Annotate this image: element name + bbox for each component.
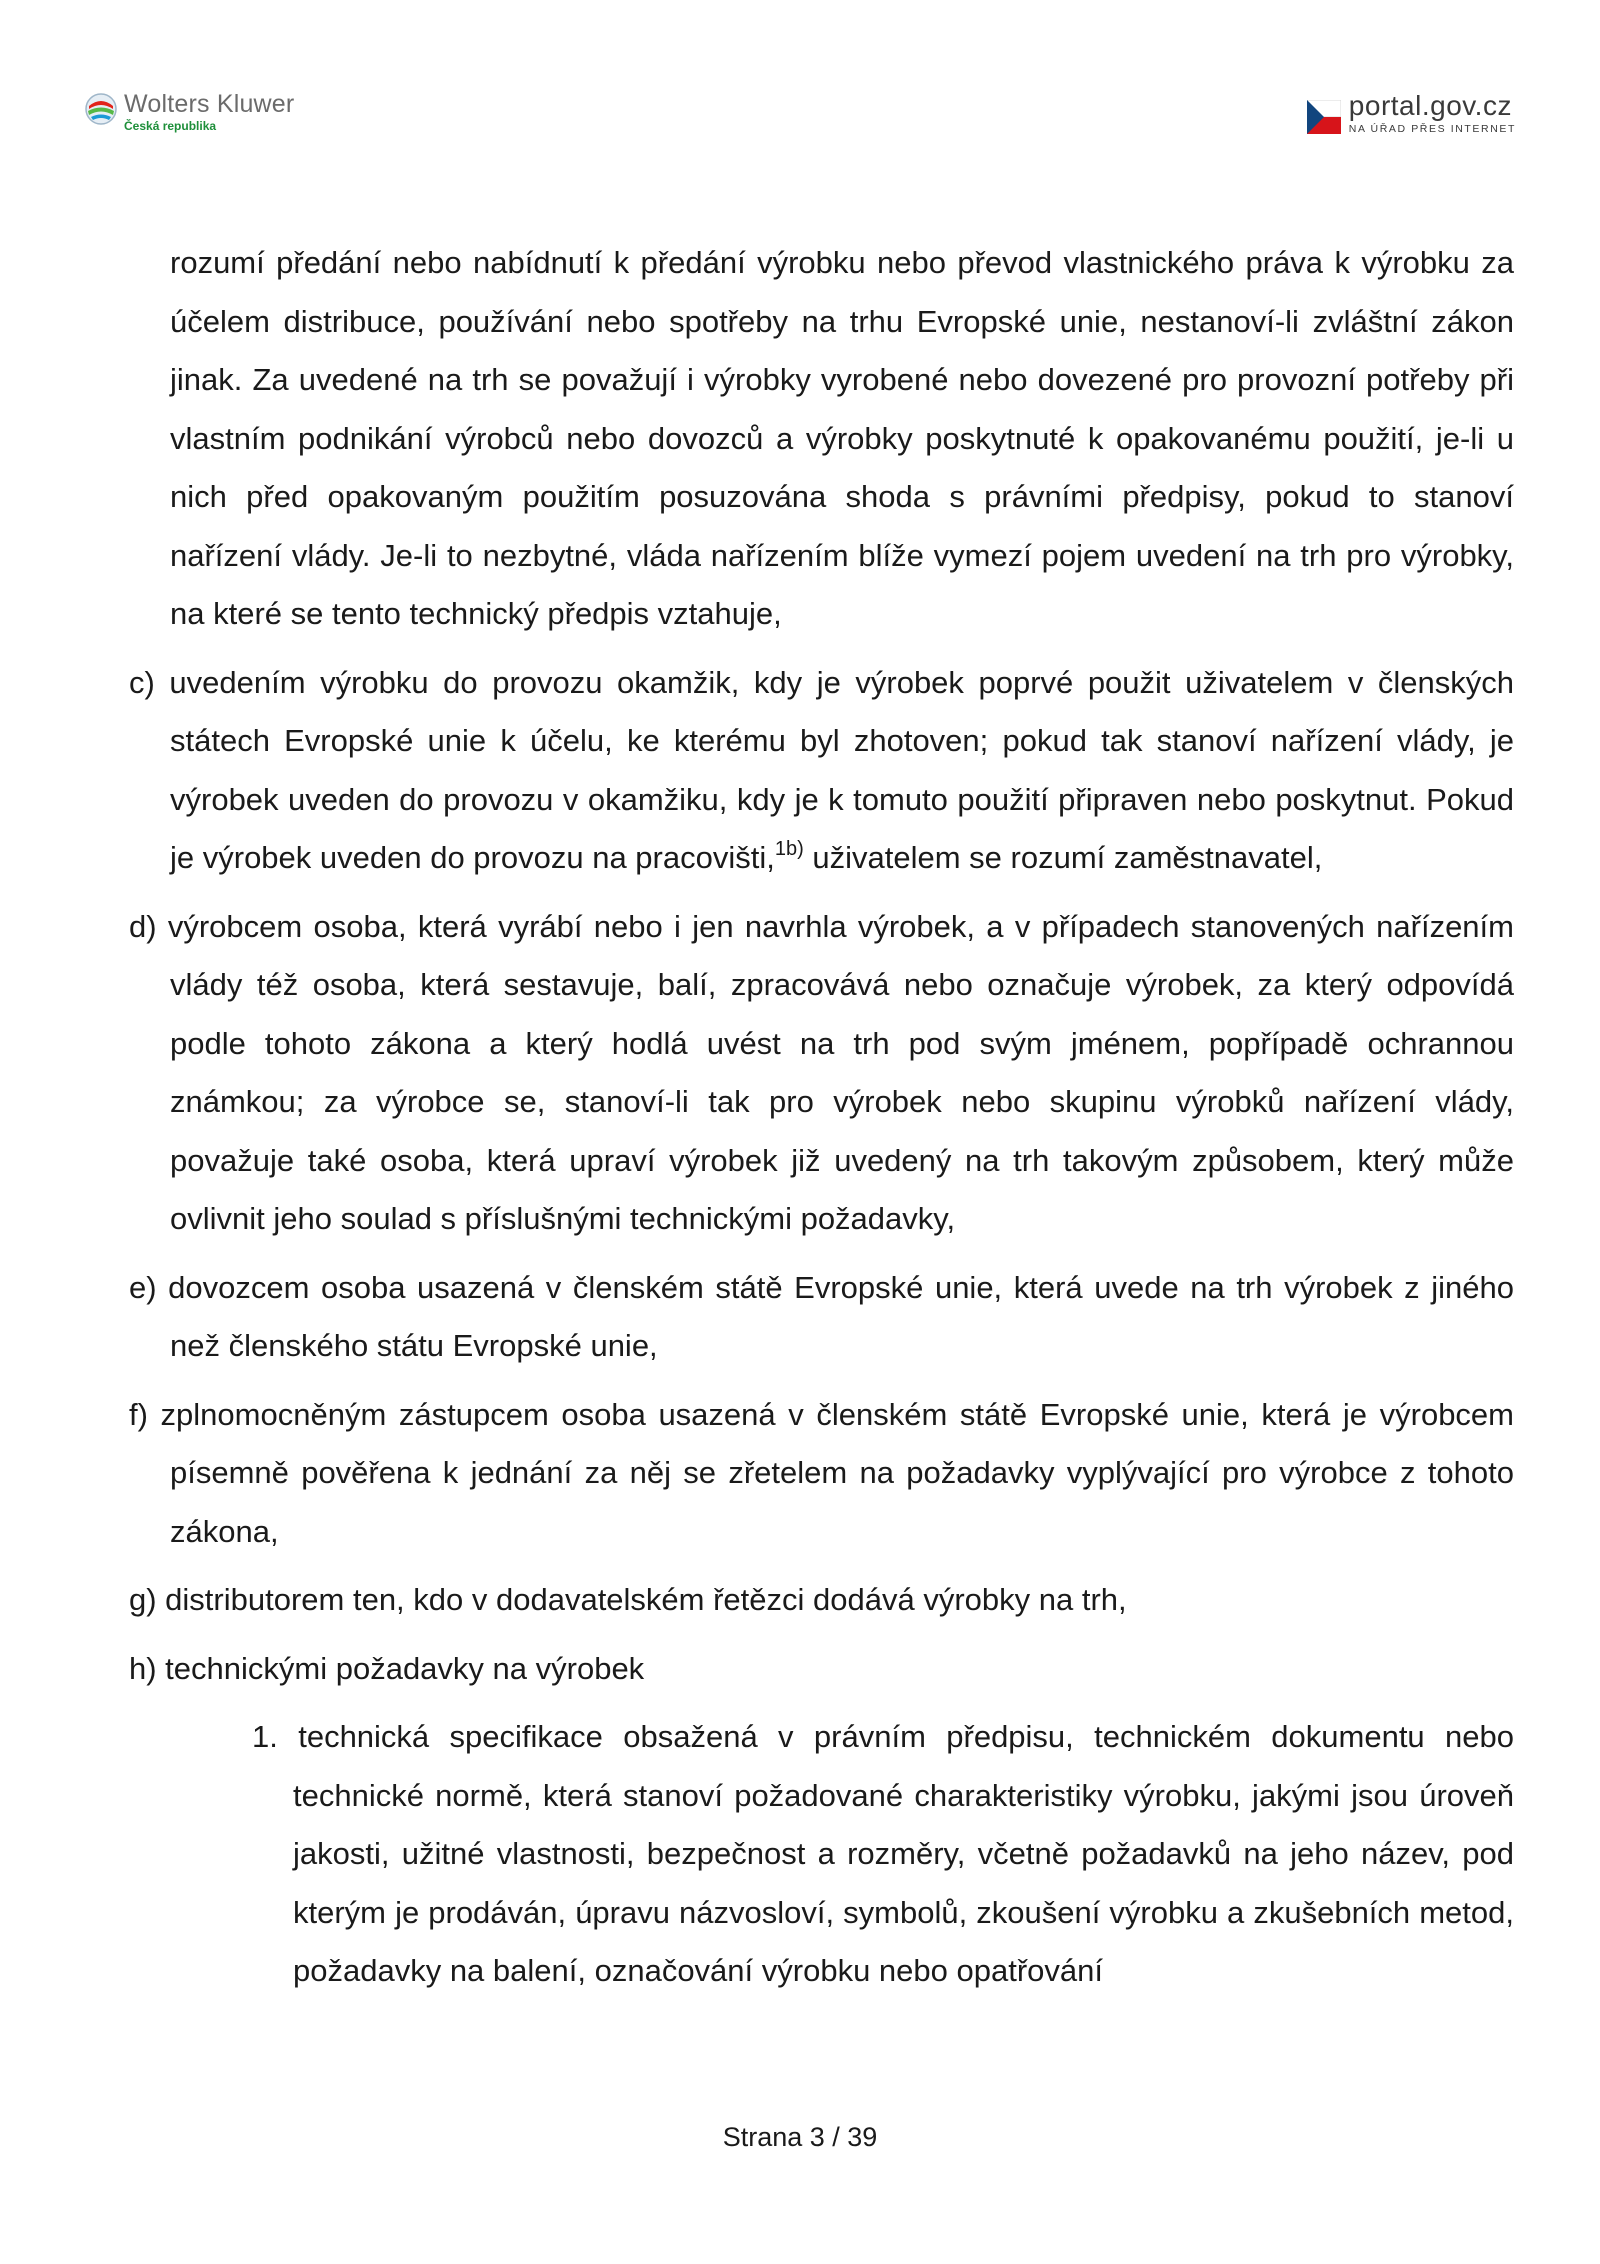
paragraph-b-continuation: rozumí předání nebo nabídnutí k předání výrobku nebo převod vlastnického práva k výrobku za účelem distribuce, používání nebo spotřeby na trhu Evropské unie, nestanoví-li zvláštní zákon jinak. Za uvedené na trh se považují i výrobky vyrobené nebo dovezené pro provozní potřeby při vlastním podnikání výrobců nebo dovozců a výrobky poskytnuté k opakovanému použití, je-li u nich před opakovaným použitím posuzována shoda s právními předpisy, pokud to stanoví nařízení vlády. Je-li to nezbytné, vláda nařízením blíže vymezí pojem uvedení na trh pro výrobky, na které se tento technický předpis vztahuje, <box>170 245 1514 631</box>
list-item-g: g) distributorem ten, kdo v dodavatelském řetězci dodává výrobky na trh, <box>129 1582 1127 1617</box>
wk-globe-icon <box>84 92 118 126</box>
portal-brand-subtitle: NA ÚŘAD PŘES INTERNET <box>1348 123 1516 135</box>
portal-brand-name: portal.gov.cz <box>1348 90 1512 121</box>
list-item-c <box>129 654 1514 888</box>
list-item-h: h) technickými požadavky na výrobek <box>129 1650 645 1686</box>
list-item-h-1: 1. technická specifikace obsažená v právním předpisu, technickém dokumentu nebo technické normě, která stanoví požadované charakteristiky výrobku, jakými jsou úroveň jakosti, užitné vlastnosti, bezpečnost a rozměry, včetně požadavků na jeho název, pod kterým je prodáván, úpravu názvosloví, symbolů, zkoušení výrobku a zkušebních metod, požadavky na balení, označování výrobku nebo opatřování <box>252 1719 1514 1988</box>
list-item-c-text-end: uživatelem se rozumí zaměstnavatel, <box>803 840 1323 875</box>
portal-gov-logo <box>1307 92 1516 135</box>
czech-flag-icon <box>1307 100 1341 134</box>
list-item-d: d) výrobcem osoba, která vyrábí nebo i jen navrhla výrobek, a v případech stanovených nařízením vlády též osoba, která sestavuje, balí, zpracovává nebo označuje výrobek, za který odpovídá podle tohoto zákona a který hodlá uvést na trh pod svým jménem, popřípadě ochrannou známkou; za výrobce se, stanoví-li tak pro výrobek nebo skupinu výrobků nařízení vlády, považuje také osoba, která upraví výrobek již uvedený na trh takovým způsobem, který může ovlivnit jeho soulad s příslušnými technickými požadavky, <box>129 908 1514 1236</box>
list-item-e: e) dovozcem osoba usazená v členském státě Evropské unie, která uvede na trh výrobek z jiného než členského státu Evropské unie, <box>129 1269 1514 1363</box>
wk-brand-subtitle: Česká republika <box>124 119 217 133</box>
wk-brand-name: Wolters Kluwer <box>124 90 295 118</box>
footnote-ref-1b: 1b) <box>774 838 804 860</box>
document-body <box>0 234 1600 2011</box>
wolters-kluwer-logo <box>84 92 294 142</box>
list-item-f: f) zplnomocněným zástupcem osoba usazená v členském státě Evropské unie, která je výrobcem písemně pověřena k jednání za něj se zřetelem na požadavky vyplývající pro výrobce z tohoto zákona, <box>129 1396 1514 1549</box>
page-number: Strana 3 / 39 <box>722 2122 878 2152</box>
list-item-c-text: c) uvedením výrobku do provozu okamžik, kdy je výrobek poprvé použit uživatelem v členských státech Evropské unie k účelu, ke kterému byl zhotoven; pokud tak stanoví nařízení vlády, je výrobek uveden do provozu v okamžiku, kdy je k tomuto použití připraven nebo poskytnut. Pokud je výrobek uveden do provozu na pracovišti, <box>129 664 1514 875</box>
